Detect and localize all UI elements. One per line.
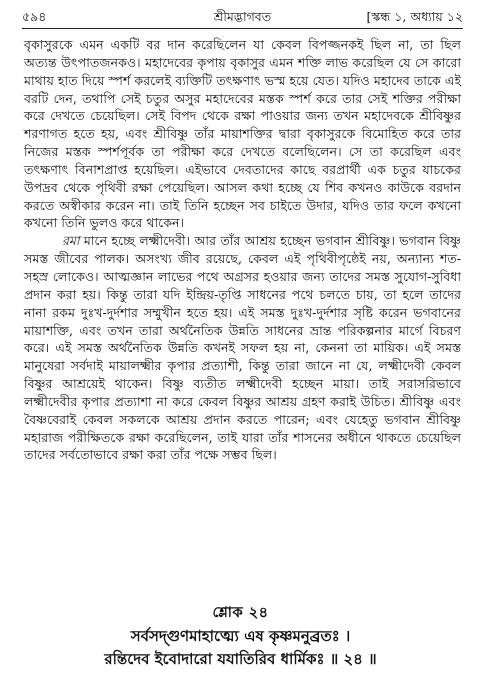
book-title: শ্রীমদ্ভাগবত — [213, 9, 272, 24]
term-rama: রমা — [62, 233, 80, 249]
chapter-reference: [স্কন্ধ ১, অধ্যায় ১২ — [366, 9, 463, 24]
page-number: ৫৯৪ — [22, 9, 47, 24]
running-header — [22, 6, 463, 29]
verse-line-2: রন্তিদেব ইবোদারো যযাতিরিব ধার্মিকঃ ॥ ২৪ ॥ — [104, 650, 377, 668]
purport-paragraph-1: বৃকাসুরকে এমন একটি বর দান করেছিলেন যা কেবল বিপজ্জনকই ছিল না, তা ছিল অত্যন্ত উৎপাতজনকও। মহাদেবের কৃপায় বৃকাসুর এমন শক্তি লাভ করেছিল যে সে কারো মাথায় হাত দিয়ে স্পর্শ করলেই ব্যক্তিটি তৎক্ষণাৎ ভস্ম হয়ে যেত। যদিও মহাদেব তাকে এই বরটি দেন, তথাপি সেই চতুর অসুর মহাদেবের মস্তক স্পর্শ করে তার সেই শক্তির পরীক্ষা করে দেখতে চেয়েছিল। সেই বিপদ থেকে রক্ষা পাওয়ার জন্য তখন মহাদেবকে শ্রীবিষ্ণুর শরণাগত হতে হয়, এবং শ্রীবিষ্ণু তাঁর মায়াশক্তির দ্বারা বৃকাসুরকে বিমোহিত করে তার নিজের মস্তক স্পর্শপূর্বক তা পরীক্ষা করে দেখতে বলেছিলেন। সে তা করেছিল এবং তৎক্ষণাৎ বিনাশপ্রাপ্ত হয়েছিল। এইভাবে দেবতাদের কাছে বরপ্রার্থী এক চতুর যাচকের উপদ্রব থেকে পৃথিবী রক্ষা পেয়েছিল। আসল কথা হচ্ছে যে শিব কখনও কাউকে বরদান করতে অস্বীকার করেন না। তাই তিনি হচ্ছেন সব চাইতে উদার, যদিও তার ফলে কখনো কখনো তিনি ভুলও করে থাকেন। — [24, 37, 461, 231]
purport-text — [24, 36, 461, 464]
verse-number: শ্লোক ২৪ — [212, 604, 269, 621]
purport-paragraph-2 — [24, 232, 461, 464]
verse-line-1: সর্বসদ্গুণমাহাত্ম্যে এষ কৃষ্ণমনুব্রতঃ । — [130, 627, 351, 645]
purport-paragraph-2-text: মানে হচ্ছে লক্ষ্মীদেবী। আর তাঁর আশ্রয় হচ্ছেন ভগবান শ্রীবিষ্ণু। ভগবান বিষ্ণু সমস্ত জীবের পালক। অসংখ্য জীব রয়েছে, কেবল এই পৃথিবীপৃষ্ঠেই নয়, অন্যান্য শত-সহস্র লোকেও। আত্মজ্ঞান লাভের পথে অগ্রসর হওয়ার জন্য তাদের সমস্ত সুযোগ-সুবিধা প্রদান করা হয়। কিন্তু তারা যদি ইন্দ্রিয়-তৃপ্তি সাধনের পথে চলতে চায়, তা হলে তাদের নানা রকম দুঃখ-দুর্দশার সম্মুখীন হতে হয়। এই সমস্ত দুঃখ-দুর্দশার সৃষ্টি করেন ভগবানের মায়াশক্তি, এবং তখন তারা অর্থনৈতিক উন্নতি সাধনের ভ্রান্ত পরিকল্পনার মার্গে বিচরণ করে। এই সমস্ত অর্থনৈতিক উন্নতি কখনই সফল হয় না, কেননা তা মায়িক। এই সমস্ত মানুষেরা সর্বদাই মায়ালক্ষ্মীর কৃপার প্রত্যাশী, কিন্তু তারা জানে না যে, লক্ষ্মীদেবী কেবল বিষ্ণুর আশ্রয়েই থাকেন। বিষ্ণু ব্যতীত লক্ষ্মীদেবী হচ্ছেন মায়া। তাই সরাসরিভাবে লক্ষ্মীদেবীর কৃপার প্রত্যাশা না করে কেবল বিষ্ণুর আশ্রয় গ্রহণ করাই উচিত। শ্রীবিষ্ণু এবং বৈষ্ণবেরাই কেবল সকলকে আশ্রয় প্রদান করতে পারেন; এবং যেহেতু ভগবান শ্রীবিষ্ণু মহারাজ পরীক্ষিতকে রক্ষা করেছিলেন, তাই যারা তাঁর শাসনের অধীনে থাকতে চেয়েছিল তাদের সর্বতোভাবে রক্ষা করা তাঁর পক্ষে সম্ভব ছিল। — [24, 233, 461, 463]
